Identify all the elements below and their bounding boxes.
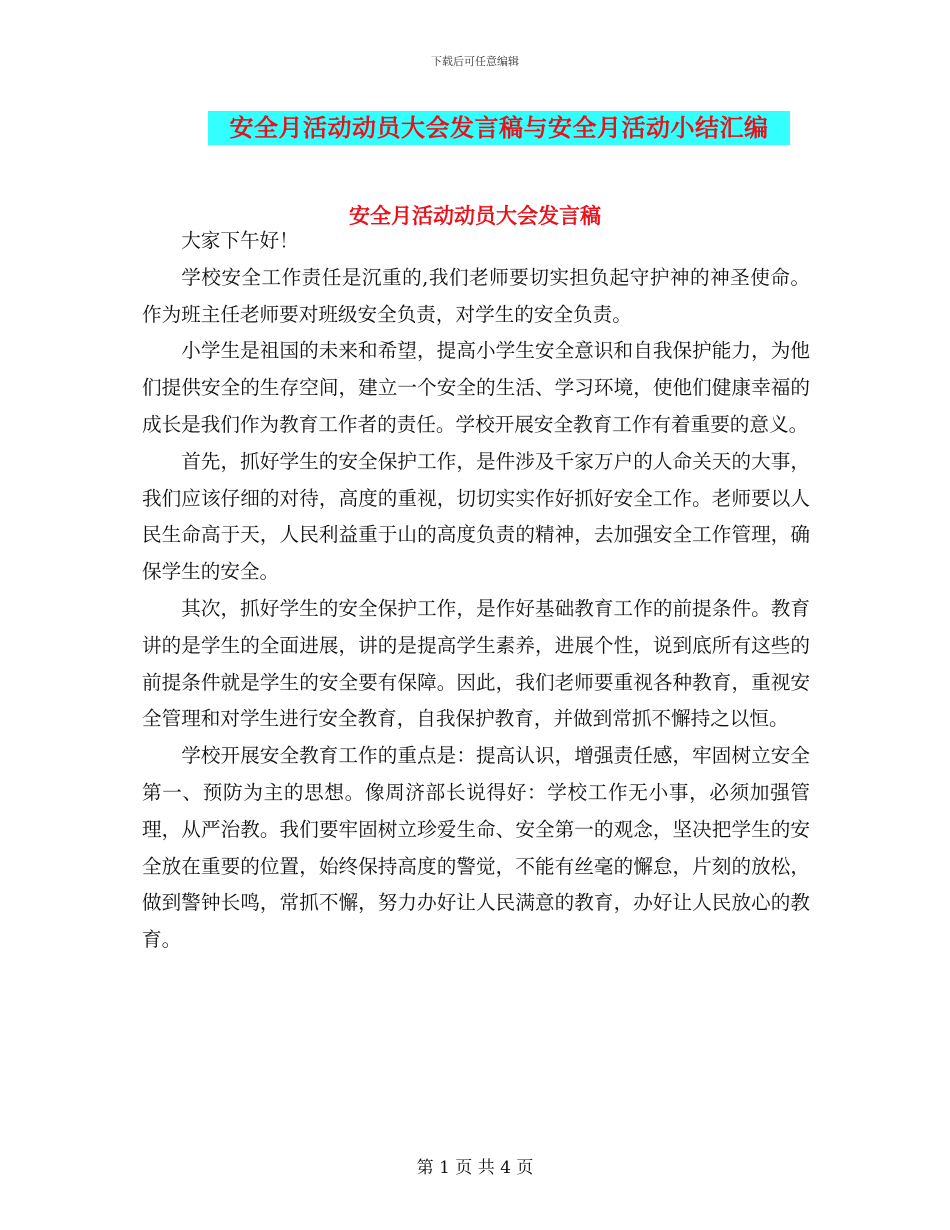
paragraph-greeting: 大家下午好！ [181,229,299,252]
paragraph: 学校开展安全教育工作的重点是：提高认识，增强责任感，牢固树立安全第一、预防为主的思想。像周济部长说得好：学校工作无小事，必须加强管理，从严治教。我们要牢固树立珍爱生命、安全第一的观念，坚决把学生的安全放在重要的位置，始终保持高度的警觉，不能有丝毫的懈怠，片刻的放松，做到警钟长鸣，常抓不懈，努力办好让人民满意的教育，办好让人民放心的教育。 [142,744,810,952]
paragraph: 首先，抓好学生的安全保护工作，是件涉及千家万户的人命关天的大事，我们应该仔细的对待，高度的重视，切切实实作好抓好安全工作。老师要以人民生命高于天，人民利益重于山的高度负责的精神，去加强安全工作管理，确保学生的安全。 [142,449,810,584]
document-body [142,223,810,959]
paragraph: 其次，抓好学生的安全保护工作，是作好基础教育工作的前提条件。教育讲的是学生的全面进展，讲的是提高学生素养，进展个性，说到底所有这些的前提条件就是学生的安全要有保障。因此，我们老师要重视各种教育，重视安全管理和对学生进行安全教育，自我保护教育，并做到常抓不懈持之以恒。 [142,596,810,731]
paragraph: 学校安全工作责任是沉重的,我们老师要切实担负起守护神的神圣使命。作为班主任老师要对班级安全负责，对学生的安全负责。 [142,265,810,326]
section-title: 安全月活动动员大会发言稿 [349,204,601,228]
page-number-footer: 第 1 页 共 4 页 [416,1158,534,1178]
header-note: 下载后可任意编辑 [431,55,519,68]
document-main-title: 安全月活动动员大会发言稿与安全月活动小结汇编 [208,111,790,145]
paragraph: 小学生是祖国的未来和希望，提高小学生安全意识和自我保护能力，为他们提供安全的生存空间，建立一个安全的生活、学习环境，使他们健康幸福的成长是我们作为教育工作者的责任。学校开展安全教育工作有着重要的意义。 [142,339,810,436]
